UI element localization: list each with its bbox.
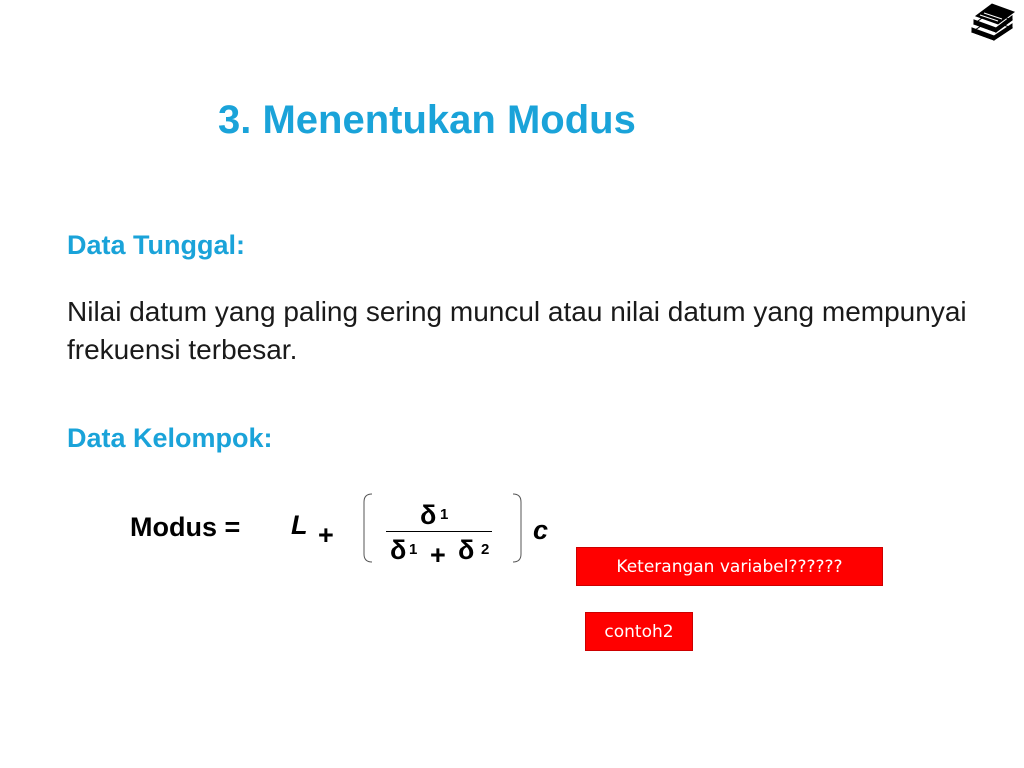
denominator-subscript-1: 1 [409,541,418,558]
formula-plus: + [318,520,334,550]
denominator-delta-1: δ [390,535,407,565]
slide-title: 3. Menentukan Modus [218,98,636,142]
formula-c: c [533,515,549,545]
numerator-delta: δ [420,500,437,530]
formula-lhs: Modus = [130,512,241,542]
data-tunggal-heading: Data Tunggal: [67,230,245,260]
contoh2-button[interactable]: contoh2 [585,612,693,651]
formula-L: L [291,510,308,540]
data-kelompok-heading: Data Kelompok: [67,423,273,453]
fraction-bar [386,531,492,532]
denominator-delta-2: δ [458,535,475,565]
keterangan-variabel-button[interactable]: Keterangan variabel?????? [576,547,883,586]
denominator-plus: + [430,540,446,570]
data-tunggal-description: Nilai datum yang paling sering muncul atau nilai datum yang mempunyai frekuensi terbesar. [67,296,967,365]
denominator-subscript-2: 2 [481,541,490,558]
stacked-books-icon [968,2,1016,42]
numerator-subscript: 1 [440,506,449,523]
